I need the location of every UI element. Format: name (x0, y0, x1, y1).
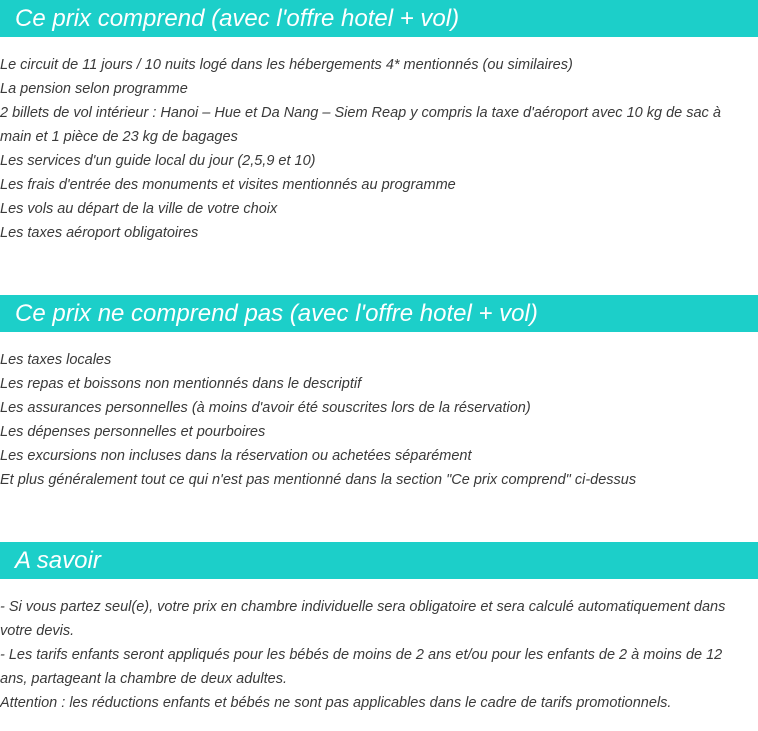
list-item: La pension selon programme (0, 81, 188, 97)
good-to-know-section-title: A savoir (15, 547, 101, 574)
included-list (0, 53, 758, 245)
list-item: Les taxes aéroport obligatoires (0, 225, 199, 241)
list-item: Les vols au départ de la ville de votre choix (0, 201, 278, 217)
good-to-know-notes (0, 595, 758, 715)
note-item: - Si vous partez seul(e), votre prix en chambre individuelle sera obligatoire et sera calculé automatiquement dans votre devis. (0, 599, 726, 639)
not-included-section-header (0, 295, 758, 332)
list-item: 2 billets de vol intérieur : Hanoi – Hue et Da Nang – Siem Reap y compris la taxe d'aéroport avec 10 kg de sac à main et 1 pièce de 23 kg de bagages (0, 105, 721, 145)
not-included-section-title: Ce prix ne comprend pas (avec l'offre hotel + vol) (15, 300, 538, 327)
list-item: Les frais d'entrée des monuments et visites mentionnés au programme (0, 177, 456, 193)
good-to-know-section-header (0, 542, 758, 579)
note-item: Attention : les réductions enfants et bébés ne sont pas applicables dans le cadre de tarifs promotionnels. (0, 695, 672, 711)
list-item: Les taxes locales (0, 352, 112, 368)
included-section-title: Ce prix comprend (avec l'offre hotel + vol) (15, 5, 460, 32)
not-included-list (0, 348, 758, 492)
list-item: Les services d'un guide local du jour (2,5,9 et 10) (0, 153, 316, 169)
list-item: Les dépenses personnelles et pourboires (0, 424, 266, 440)
list-item: Le circuit de 11 jours / 10 nuits logé dans les hébergements 4* mentionnés (ou similaires) (0, 57, 573, 73)
note-item: - Les tarifs enfants seront appliqués pour les bébés de moins de 2 ans et/ou pour les enfants de 2 à moins de 12 ans, partageant la chambre de deux adultes. (0, 647, 723, 687)
list-item: Les excursions non incluses dans la réservation ou achetées séparément (0, 448, 472, 464)
list-item: Et plus généralement tout ce qui n'est pas mentionné dans la section "Ce prix comprend" ci-dessus (0, 472, 637, 488)
included-section-header (0, 0, 758, 37)
list-item: Les assurances personnelles (à moins d'avoir été souscrites lors de la réservation) (0, 400, 531, 416)
list-item: Les repas et boissons non mentionnés dans le descriptif (0, 376, 362, 392)
